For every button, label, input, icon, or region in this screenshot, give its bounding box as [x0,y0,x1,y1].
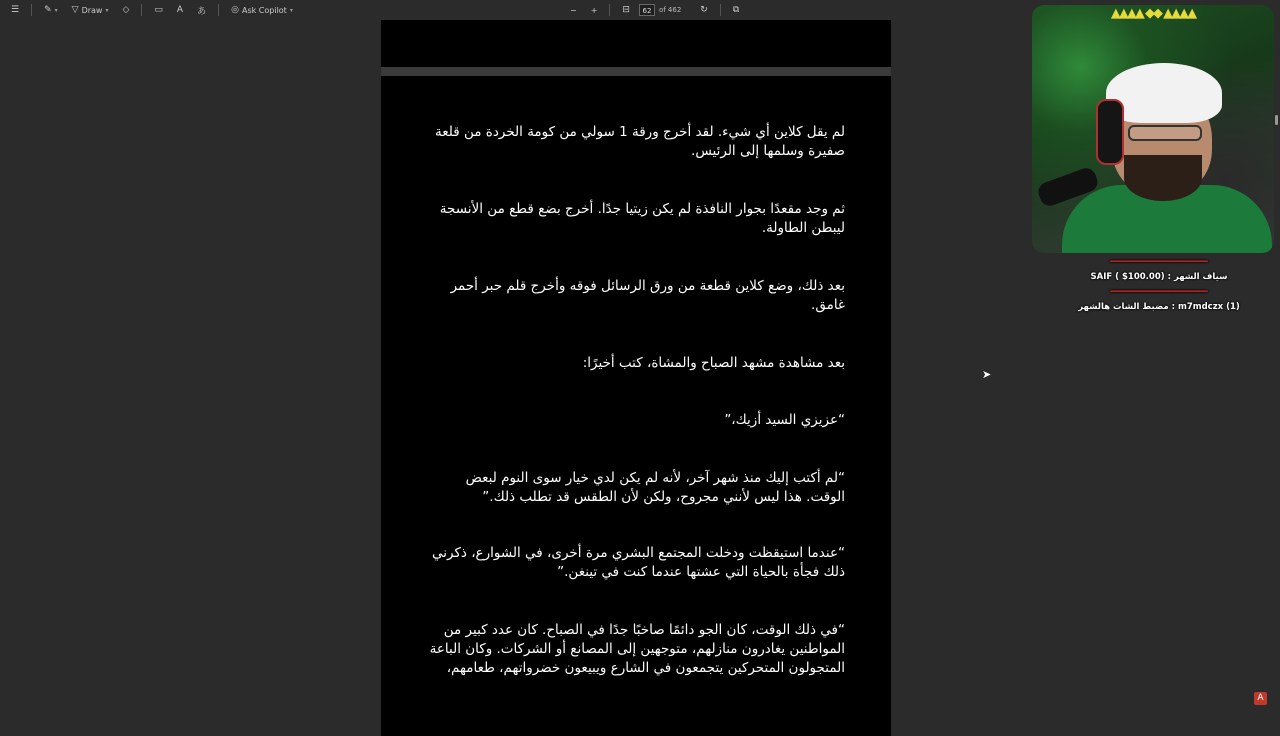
page-total: of 462 [658,6,682,14]
read-aloud-icon: A [176,5,184,15]
decorative-pattern: ▲▲▲▲ ◆◆ ▲▲▲▲ [1110,5,1196,21]
draw-icon: ▽ [71,5,79,15]
previous-page [381,20,891,67]
read-aloud-button[interactable] [172,3,188,17]
translate-button[interactable] [192,3,211,17]
scrollbar-thumb[interactable] [1275,115,1278,125]
acrobat-icon[interactable]: A [1254,692,1267,705]
draw-label: Draw [81,5,103,15]
toolbar-divider [141,4,142,16]
stream-overlay [1040,255,1278,315]
paragraph: لم يقل كلاين أي شيء. لقد أخرج ورقة 1 سولي من كومة الخردة من قلعة صفيرة وسلمها إلى الرئيس. [435,124,845,159]
overlay-top-line: ━━━━━━━━━━━━━━━━━━━ [1110,257,1208,267]
toolbar-divider [609,4,610,16]
paragraph: “عندما استيقظت ودخلت المجتمع البشري مرة أخرى، في الشوارع، ذكرني ذلك فجأة بالحياة التي عشتها عندما كنت في تينغن.” [432,545,845,580]
highlighter-button[interactable] [39,3,63,17]
paragraph: ثم وجد مقعدًا بجوار النافذة لم يكن زيتيا جدًا. أخرج بضع قطع من الأنسجة ليبطن الطاولة. [439,201,845,236]
copilot-icon: ◎ [231,5,239,15]
current-page [381,76,891,736]
highlighter-icon: ✎ [44,5,52,15]
eraser-icon: ◇ [122,5,130,15]
webcam-feed [1032,5,1274,253]
two-page-view-button[interactable] [728,3,744,17]
chevron-down-icon: ▾ [289,6,293,14]
paragraph: بعد ذلك، وضع كلاين قطعة من ورق الرسائل فوقه وأخرج قلم حبر أحمر غامق. [450,278,845,313]
chevron-down-icon: ▾ [105,6,109,14]
chevron-down-icon: ▾ [54,6,58,14]
rotate-button[interactable] [695,3,713,17]
list-icon[interactable]: ☰ [11,5,20,15]
streamer-glasses [1128,125,1202,141]
draw-button[interactable] [67,3,114,17]
page-number-input[interactable]: 62 [639,4,655,16]
paragraph: “لم أكتب إليك منذ شهر آخر، لأنه لم يكن لدي خيار سوى النوم لبعض الوقت. هذا ليس لأنني مجروح، ولكن لأن الطقس قد تطلب ذلك.” [465,470,845,505]
zoom-in-button[interactable]: + [590,5,598,15]
toolbar-divider [31,4,32,16]
two-page-icon: ⧉ [732,5,740,15]
top-donor: سياف الشهر : SAIF ( $100.00) [1090,272,1228,282]
toolbar-divider [720,4,721,16]
top-chatter: m7mdczx (1) : مضبط الشات هالشهر [1078,302,1240,312]
text-box-button[interactable] [149,3,168,17]
streamer-beard [1124,155,1202,201]
translate-icon: あ [197,6,207,17]
paragraph: بعد مشاهدة مشهد الصباح والمشاة، كتب أخيرًا: [582,355,845,371]
page-gap [381,67,891,76]
toolbar-divider [218,4,219,16]
paragraph: “في ذلك الوقت، كان الجو دائمًا صاخبًا جدًا في الصباح. كان عدد كبير من المواطنين يغادرون منازلهم، متوجهين إلى المصانع أو الشركات. وكان الباعة المتجولون المتحركين يتجمعون في الشارع ويبيعون خضرواتهم، طعامهم، [429,622,845,676]
zoom-out-button[interactable]: − [570,5,577,15]
ask-copilot-button[interactable] [226,3,298,17]
headset [1096,99,1124,165]
page-navigation [565,0,744,20]
fit-page-icon: ⊟ [622,5,630,15]
mouse-cursor-icon: ➤ [982,368,992,381]
eraser-button[interactable] [117,3,134,17]
rotate-icon: ↻ [700,5,708,15]
paragraph: “عزيزي السيد أزيك،” [724,412,845,428]
fit-page-button[interactable] [617,3,635,17]
ask-copilot-label: Ask Copilot [241,5,287,15]
text-box-icon: ▭ [154,5,163,15]
overlay-mid-line: ━━━━━━━━━━━━━━━━━━━ [1110,287,1208,297]
